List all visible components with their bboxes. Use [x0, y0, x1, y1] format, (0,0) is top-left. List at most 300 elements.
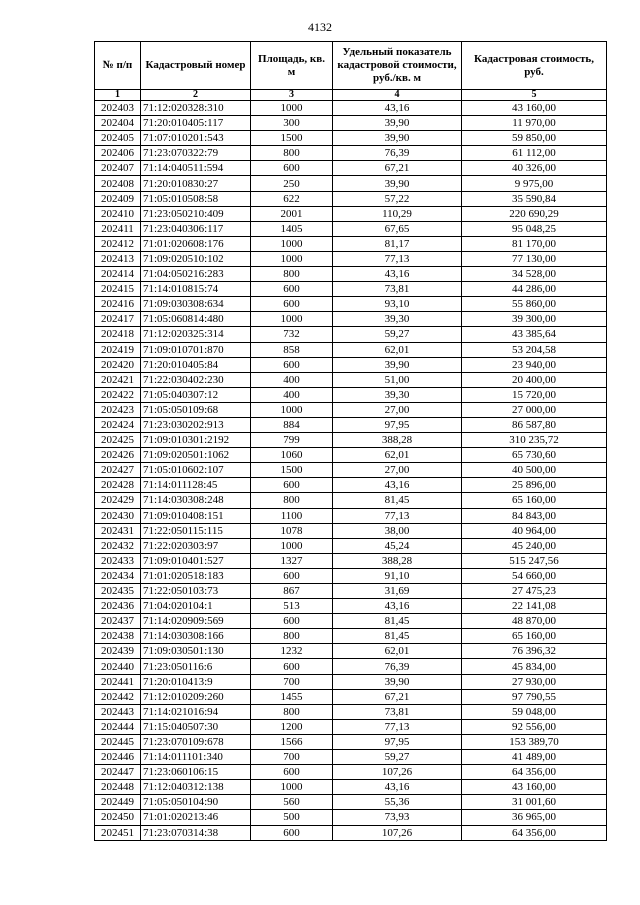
unit-value-cell: 67,21 — [333, 161, 462, 176]
cadastral-value-cell: 64 356,00 — [462, 765, 607, 780]
row-number-cell: 202436 — [95, 599, 141, 614]
cadastral-value-cell: 27 475,23 — [462, 584, 607, 599]
row-number-cell: 202438 — [95, 629, 141, 644]
header-row — [95, 42, 607, 90]
cadastral-number-cell: 71:23:030202:913 — [141, 417, 251, 432]
cadastral-value-cell: 59 850,00 — [462, 131, 607, 146]
cadastral-number-cell: 71:23:040306:117 — [141, 221, 251, 236]
row-number-cell: 202448 — [95, 780, 141, 795]
cadastral-number-cell: 71:01:020608:176 — [141, 236, 251, 251]
row-number-cell: 202424 — [95, 417, 141, 432]
cadastral-value-cell: 515 247,56 — [462, 553, 607, 568]
table-row — [95, 553, 607, 568]
table-row — [95, 750, 607, 765]
row-number-cell: 202405 — [95, 131, 141, 146]
area-cell: 1078 — [251, 523, 333, 538]
row-number-cell: 202444 — [95, 719, 141, 734]
cadastral-value-cell: 27 930,00 — [462, 674, 607, 689]
column-number: 5 — [462, 90, 607, 101]
cadastral-value-cell: 59 048,00 — [462, 704, 607, 719]
cadastral-number-cell: 71:09:030308:634 — [141, 297, 251, 312]
unit-value-cell: 73,81 — [333, 704, 462, 719]
cadastral-value-cell: 65 160,00 — [462, 493, 607, 508]
cadastral-number-cell: 71:05:040307:12 — [141, 387, 251, 402]
row-number-cell: 202439 — [95, 644, 141, 659]
area-cell: 1327 — [251, 553, 333, 568]
area-cell: 2001 — [251, 206, 333, 221]
table-row — [95, 176, 607, 191]
table-row — [95, 704, 607, 719]
unit-value-cell: 59,27 — [333, 750, 462, 765]
cadastral-value-cell: 43 160,00 — [462, 780, 607, 795]
row-number-cell: 202446 — [95, 750, 141, 765]
row-number-cell: 202429 — [95, 493, 141, 508]
table-row — [95, 191, 607, 206]
unit-value-cell: 81,45 — [333, 614, 462, 629]
table-row — [95, 372, 607, 387]
unit-value-cell: 97,95 — [333, 734, 462, 749]
table-row — [95, 267, 607, 282]
row-number-cell: 202414 — [95, 267, 141, 282]
area-cell: 600 — [251, 825, 333, 840]
area-cell: 800 — [251, 267, 333, 282]
cadastral-number-cell: 71:14:011128:45 — [141, 478, 251, 493]
area-cell: 799 — [251, 433, 333, 448]
unit-value-cell: 59,27 — [333, 327, 462, 342]
cadastral-value-cell: 11 970,00 — [462, 116, 607, 131]
row-number-cell: 202445 — [95, 734, 141, 749]
cadastral-number-cell: 71:12:020328:310 — [141, 101, 251, 116]
column-number: 1 — [95, 90, 141, 101]
unit-value-cell: 39,30 — [333, 312, 462, 327]
cadastral-value-cell: 22 141,08 — [462, 599, 607, 614]
table-row — [95, 584, 607, 599]
table-row — [95, 448, 607, 463]
table-row — [95, 463, 607, 478]
cadastral-number-cell: 71:14:021016:94 — [141, 704, 251, 719]
area-cell: 732 — [251, 327, 333, 342]
table-row — [95, 568, 607, 583]
area-cell: 1232 — [251, 644, 333, 659]
cadastral-number-cell: 71:05:060814:480 — [141, 312, 251, 327]
row-number-cell: 202419 — [95, 342, 141, 357]
cadastral-value-cell: 92 556,00 — [462, 719, 607, 734]
cadastral-value-cell: 77 130,00 — [462, 251, 607, 266]
cadastral-value-cell: 86 587,80 — [462, 417, 607, 432]
table-row — [95, 508, 607, 523]
cadastral-value-cell: 39 300,00 — [462, 312, 607, 327]
unit-value-cell: 97,95 — [333, 417, 462, 432]
header-area: Площадь, кв. м — [251, 42, 333, 90]
cadastral-number-cell: 71:20:010830:27 — [141, 176, 251, 191]
area-cell: 1455 — [251, 689, 333, 704]
row-number-cell: 202421 — [95, 372, 141, 387]
cadastral-number-cell: 71:05:050104:90 — [141, 795, 251, 810]
table-row — [95, 795, 607, 810]
area-cell: 250 — [251, 176, 333, 191]
unit-value-cell: 38,00 — [333, 523, 462, 538]
table-row — [95, 538, 607, 553]
cadastral-value-cell: 310 235,72 — [462, 433, 607, 448]
unit-value-cell: 39,90 — [333, 674, 462, 689]
cadastral-number-cell: 71:22:050115:115 — [141, 523, 251, 538]
cadastral-number-cell: 71:20:010413:9 — [141, 674, 251, 689]
table-row — [95, 131, 607, 146]
row-number-cell: 202431 — [95, 523, 141, 538]
cadastral-value-cell: 65 730,60 — [462, 448, 607, 463]
table-row — [95, 146, 607, 161]
table-row — [95, 523, 607, 538]
area-cell: 1500 — [251, 131, 333, 146]
area-cell: 400 — [251, 387, 333, 402]
row-number-cell: 202428 — [95, 478, 141, 493]
row-number-cell: 202417 — [95, 312, 141, 327]
area-cell: 700 — [251, 750, 333, 765]
unit-value-cell: 388,28 — [333, 433, 462, 448]
unit-value-cell: 43,16 — [333, 101, 462, 116]
cadastral-value-cell: 23 940,00 — [462, 357, 607, 372]
row-number-cell: 202434 — [95, 568, 141, 583]
area-cell: 600 — [251, 568, 333, 583]
cadastral-number-cell: 71:15:040507:30 — [141, 719, 251, 734]
table-row — [95, 599, 607, 614]
unit-value-cell: 81,45 — [333, 629, 462, 644]
cadastral-number-cell: 71:23:050116:6 — [141, 659, 251, 674]
cadastral-value-cell: 55 860,00 — [462, 297, 607, 312]
unit-value-cell: 81,17 — [333, 236, 462, 251]
cadastral-value-cell: 45 834,00 — [462, 659, 607, 674]
table-row — [95, 342, 607, 357]
area-cell: 867 — [251, 584, 333, 599]
unit-value-cell: 91,10 — [333, 568, 462, 583]
cadastral-number-cell: 71:09:010701:870 — [141, 342, 251, 357]
row-number-cell: 202418 — [95, 327, 141, 342]
unit-value-cell: 55,36 — [333, 795, 462, 810]
cadastral-number-cell: 71:09:010301:2192 — [141, 433, 251, 448]
table-row — [95, 689, 607, 704]
cadastral-number-cell: 71:23:070109:678 — [141, 734, 251, 749]
unit-value-cell: 27,00 — [333, 402, 462, 417]
row-number-cell: 202441 — [95, 674, 141, 689]
row-number-cell: 202409 — [95, 191, 141, 206]
cadastral-value-cell: 44 286,00 — [462, 282, 607, 297]
table-row — [95, 116, 607, 131]
cadastral-number-cell: 71:23:060106:15 — [141, 765, 251, 780]
row-number-cell: 202412 — [95, 236, 141, 251]
row-number-cell: 202413 — [95, 251, 141, 266]
table-row — [95, 478, 607, 493]
area-cell: 400 — [251, 372, 333, 387]
table-row — [95, 614, 607, 629]
table-row — [95, 719, 607, 734]
unit-value-cell: 76,39 — [333, 659, 462, 674]
unit-value-cell: 43,16 — [333, 780, 462, 795]
area-cell: 500 — [251, 810, 333, 825]
area-cell: 1500 — [251, 463, 333, 478]
row-number-cell: 202420 — [95, 357, 141, 372]
cadastral-number-cell: 71:09:020501:1062 — [141, 448, 251, 463]
table-row — [95, 417, 607, 432]
unit-value-cell: 77,13 — [333, 508, 462, 523]
area-cell: 858 — [251, 342, 333, 357]
header-unit-value: Удельный показатель кадастровой стоимости, руб./кв. м — [333, 42, 462, 90]
cadastral-value-cell: 153 389,70 — [462, 734, 607, 749]
cadastral-value-cell: 64 356,00 — [462, 825, 607, 840]
table-body — [95, 101, 607, 841]
area-cell: 600 — [251, 282, 333, 297]
column-number: 4 — [333, 90, 462, 101]
unit-value-cell: 27,00 — [333, 463, 462, 478]
row-number-cell: 202426 — [95, 448, 141, 463]
table-row — [95, 780, 607, 795]
row-number-cell: 202415 — [95, 282, 141, 297]
cadastral-value-cell: 95 048,25 — [462, 221, 607, 236]
row-number-cell: 202430 — [95, 508, 141, 523]
unit-value-cell: 57,22 — [333, 191, 462, 206]
area-cell: 1000 — [251, 312, 333, 327]
unit-value-cell: 107,26 — [333, 765, 462, 780]
cadastral-number-cell: 71:01:020213:46 — [141, 810, 251, 825]
cadastral-number-cell: 71:23:070314:38 — [141, 825, 251, 840]
cadastral-value-cell: 65 160,00 — [462, 629, 607, 644]
cadastral-value-cell: 81 170,00 — [462, 236, 607, 251]
column-number: 3 — [251, 90, 333, 101]
cadastral-value-cell: 27 000,00 — [462, 402, 607, 417]
cadastral-number-cell: 71:20:010405:117 — [141, 116, 251, 131]
cadastral-number-cell: 71:14:040511:594 — [141, 161, 251, 176]
area-cell: 1200 — [251, 719, 333, 734]
area-cell: 1000 — [251, 251, 333, 266]
cadastral-number-cell: 71:23:070322:79 — [141, 146, 251, 161]
cadastral-value-cell: 43 160,00 — [462, 101, 607, 116]
cadastral-value-cell: 35 590,84 — [462, 191, 607, 206]
unit-value-cell: 67,65 — [333, 221, 462, 236]
unit-value-cell: 39,90 — [333, 176, 462, 191]
area-cell: 600 — [251, 357, 333, 372]
row-number-cell: 202447 — [95, 765, 141, 780]
area-cell: 600 — [251, 478, 333, 493]
cadastral-value-cell: 40 500,00 — [462, 463, 607, 478]
row-number-cell: 202425 — [95, 433, 141, 448]
header-cadastral-number: Кадастровый номер — [141, 42, 251, 90]
area-cell: 1000 — [251, 780, 333, 795]
unit-value-cell: 81,45 — [333, 493, 462, 508]
area-cell: 300 — [251, 116, 333, 131]
area-cell: 622 — [251, 191, 333, 206]
row-number-cell: 202408 — [95, 176, 141, 191]
row-number-cell: 202416 — [95, 297, 141, 312]
table-row — [95, 297, 607, 312]
table-row — [95, 825, 607, 840]
area-cell: 800 — [251, 146, 333, 161]
area-cell: 600 — [251, 765, 333, 780]
unit-value-cell: 51,00 — [333, 372, 462, 387]
header-cadastral-value: Кадастровая стоимость, руб. — [462, 42, 607, 90]
cadastral-number-cell: 71:09:010401:527 — [141, 553, 251, 568]
unit-value-cell: 73,81 — [333, 282, 462, 297]
header-row-number: № п/п — [95, 42, 141, 90]
cadastral-value-cell: 45 240,00 — [462, 538, 607, 553]
cadastral-number-cell: 71:20:010405:84 — [141, 357, 251, 372]
area-cell: 1405 — [251, 221, 333, 236]
area-cell: 800 — [251, 493, 333, 508]
cadastral-number-cell: 71:14:030308:166 — [141, 629, 251, 644]
cadastral-value-cell: 9 975,00 — [462, 176, 607, 191]
cadastral-value-table — [94, 41, 607, 841]
cadastral-value-cell: 84 843,00 — [462, 508, 607, 523]
row-number-cell: 202449 — [95, 795, 141, 810]
unit-value-cell: 67,21 — [333, 689, 462, 704]
area-cell: 1000 — [251, 402, 333, 417]
area-cell: 1060 — [251, 448, 333, 463]
unit-value-cell: 77,13 — [333, 251, 462, 266]
row-number-cell: 202435 — [95, 584, 141, 599]
area-cell: 1100 — [251, 508, 333, 523]
unit-value-cell: 43,16 — [333, 267, 462, 282]
row-number-cell: 202450 — [95, 810, 141, 825]
cadastral-number-cell: 71:14:011101:340 — [141, 750, 251, 765]
table-row — [95, 161, 607, 176]
unit-value-cell: 43,16 — [333, 478, 462, 493]
row-number-cell: 202427 — [95, 463, 141, 478]
area-cell: 800 — [251, 629, 333, 644]
row-number-cell: 202443 — [95, 704, 141, 719]
cadastral-value-cell: 53 204,58 — [462, 342, 607, 357]
cadastral-number-cell: 71:05:010602:107 — [141, 463, 251, 478]
row-number-cell: 202442 — [95, 689, 141, 704]
table-row — [95, 236, 607, 251]
unit-value-cell: 76,39 — [333, 146, 462, 161]
row-number-cell: 202437 — [95, 614, 141, 629]
cadastral-number-cell: 71:14:010815:74 — [141, 282, 251, 297]
table-row — [95, 765, 607, 780]
cadastral-value-cell: 25 896,00 — [462, 478, 607, 493]
unit-value-cell: 39,90 — [333, 131, 462, 146]
unit-value-cell: 31,69 — [333, 584, 462, 599]
area-cell: 1000 — [251, 538, 333, 553]
unit-value-cell: 39,30 — [333, 387, 462, 402]
column-number: 2 — [141, 90, 251, 101]
cadastral-value-cell: 54 660,00 — [462, 568, 607, 583]
unit-value-cell: 73,93 — [333, 810, 462, 825]
row-number-cell: 202433 — [95, 553, 141, 568]
cadastral-value-cell: 48 870,00 — [462, 614, 607, 629]
area-cell: 1000 — [251, 236, 333, 251]
area-cell: 560 — [251, 795, 333, 810]
cadastral-number-cell: 71:14:020909:569 — [141, 614, 251, 629]
table-row — [95, 810, 607, 825]
cadastral-value-cell: 97 790,55 — [462, 689, 607, 704]
unit-value-cell: 43,16 — [333, 599, 462, 614]
row-number-cell: 202432 — [95, 538, 141, 553]
unit-value-cell: 110,29 — [333, 206, 462, 221]
cadastral-number-cell: 71:12:040312:138 — [141, 780, 251, 795]
cadastral-number-cell: 71:04:020104:1 — [141, 599, 251, 614]
cadastral-number-cell: 71:04:050216:283 — [141, 267, 251, 282]
unit-value-cell: 107,26 — [333, 825, 462, 840]
table-row — [95, 282, 607, 297]
table-row — [95, 387, 607, 402]
table-header — [95, 42, 607, 101]
cadastral-number-cell: 71:09:030501:130 — [141, 644, 251, 659]
cadastral-number-cell: 71:09:020510:102 — [141, 251, 251, 266]
area-cell: 600 — [251, 297, 333, 312]
page-number: 4132 — [308, 20, 332, 34]
area-cell: 600 — [251, 659, 333, 674]
row-number-cell: 202406 — [95, 146, 141, 161]
cadastral-number-cell: 71:07:010201:543 — [141, 131, 251, 146]
table-row — [95, 674, 607, 689]
cadastral-value-cell: 41 489,00 — [462, 750, 607, 765]
table-row — [95, 206, 607, 221]
table-row — [95, 327, 607, 342]
cadastral-value-cell: 43 385,64 — [462, 327, 607, 342]
cadastral-number-cell: 71:12:010209:260 — [141, 689, 251, 704]
table-row — [95, 312, 607, 327]
row-number-cell: 202407 — [95, 161, 141, 176]
cadastral-value-cell: 76 396,32 — [462, 644, 607, 659]
row-number-cell: 202410 — [95, 206, 141, 221]
table-row — [95, 493, 607, 508]
cadastral-value-cell: 34 528,00 — [462, 267, 607, 282]
unit-value-cell: 62,01 — [333, 644, 462, 659]
unit-value-cell: 388,28 — [333, 553, 462, 568]
cadastral-value-cell: 61 112,00 — [462, 146, 607, 161]
table-row — [95, 433, 607, 448]
area-cell: 1566 — [251, 734, 333, 749]
row-number-cell: 202440 — [95, 659, 141, 674]
unit-value-cell: 45,24 — [333, 538, 462, 553]
table-row — [95, 629, 607, 644]
area-cell: 1000 — [251, 101, 333, 116]
cadastral-number-cell: 71:22:020303:97 — [141, 538, 251, 553]
unit-value-cell: 62,01 — [333, 342, 462, 357]
cadastral-value-cell: 40 326,00 — [462, 161, 607, 176]
area-cell: 800 — [251, 704, 333, 719]
row-number-cell: 202403 — [95, 101, 141, 116]
unit-value-cell: 39,90 — [333, 116, 462, 131]
area-cell: 700 — [251, 674, 333, 689]
table-row — [95, 357, 607, 372]
row-number-cell: 202451 — [95, 825, 141, 840]
cadastral-value-cell: 40 964,00 — [462, 523, 607, 538]
column-number-row — [95, 90, 607, 101]
table-row — [95, 251, 607, 266]
cadastral-number-cell: 71:22:030402:230 — [141, 372, 251, 387]
row-number-cell: 202411 — [95, 221, 141, 236]
unit-value-cell: 93,10 — [333, 297, 462, 312]
area-cell: 600 — [251, 161, 333, 176]
row-number-cell: 202404 — [95, 116, 141, 131]
table-row — [95, 101, 607, 116]
cadastral-number-cell: 71:01:020518:183 — [141, 568, 251, 583]
unit-value-cell: 62,01 — [333, 448, 462, 463]
cadastral-number-cell: 71:05:050109:68 — [141, 402, 251, 417]
cadastral-number-cell: 71:05:010508:58 — [141, 191, 251, 206]
area-cell: 884 — [251, 417, 333, 432]
cadastral-number-cell: 71:22:050103:73 — [141, 584, 251, 599]
area-cell: 513 — [251, 599, 333, 614]
cadastral-value-cell: 20 400,00 — [462, 372, 607, 387]
table-row — [95, 221, 607, 236]
cadastral-number-cell: 71:23:050210:409 — [141, 206, 251, 221]
cadastral-value-cell: 15 720,00 — [462, 387, 607, 402]
row-number-cell: 202423 — [95, 402, 141, 417]
cadastral-number-cell: 71:14:030308:248 — [141, 493, 251, 508]
row-number-cell: 202422 — [95, 387, 141, 402]
table-row — [95, 402, 607, 417]
cadastral-value-cell: 31 001,60 — [462, 795, 607, 810]
